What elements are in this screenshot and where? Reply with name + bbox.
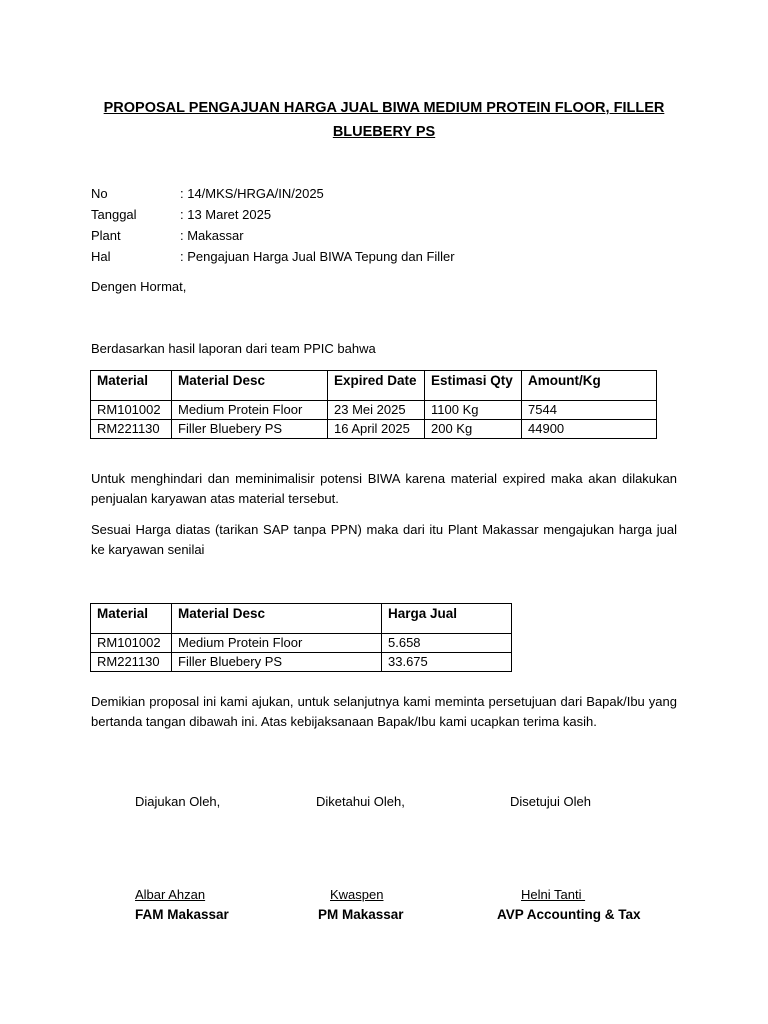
document-title (90, 96, 678, 144)
table-cell: 44900 (522, 420, 657, 439)
signature-label-diajukan: Diajukan Oleh, (135, 794, 221, 809)
title-line-2: BLUEBERY PS (332, 124, 436, 140)
table-cell: Filler Bluebery PS (172, 653, 382, 672)
expiry-table (90, 370, 657, 439)
meta-key: No (91, 186, 108, 201)
table-header-cell: Estimasi Qty (425, 371, 522, 401)
signer-role-pm: PM Makassar (318, 907, 404, 922)
meta-value: : 14/MKS/HRGA/IN/2025 (180, 186, 324, 201)
greeting: Dengen Hormat, (91, 279, 187, 294)
paragraph-harga: Sesuai Harga diatas (tarikan SAP tanpa PPN) maka dari itu Plant Makassar mengajukan harga jual ke karyawan senilai (91, 522, 677, 557)
table-header-row (91, 604, 512, 634)
meta-key: Hal (91, 249, 111, 264)
signer-role-fam: FAM Makassar (135, 907, 229, 922)
table-row (91, 653, 512, 672)
paragraph-biwa: Untuk menghindari dan meminimalisir potensi BIWA karena material expired maka akan dilakukan penjualan karyawan atas material tersebut. (91, 471, 677, 506)
price-table (90, 603, 512, 672)
meta-key: Plant (91, 228, 121, 243)
table-header-cell: Material Desc (172, 371, 328, 401)
table-cell: RM101002 (91, 401, 172, 420)
meta-value: : Makassar (180, 228, 244, 243)
table-cell: 16 April 2025 (328, 420, 425, 439)
table-header-cell: Material Desc (172, 604, 382, 634)
table-cell: Filler Bluebery PS (172, 420, 328, 439)
signature-label-diketahui: Diketahui Oleh, (316, 794, 405, 809)
signature-label-disetujui: Disetujui Oleh (510, 794, 591, 809)
intro-text: Berdasarkan hasil laporan dari team PPIC bahwa (91, 341, 376, 356)
table-cell: 23 Mei 2025 (328, 401, 425, 420)
table-cell: Medium Protein Floor (172, 401, 328, 420)
signer-role-avp: AVP Accounting & Tax (497, 907, 641, 922)
table-cell: Medium Protein Floor (172, 634, 382, 653)
signer-name-albar: Albar Ahzan (135, 887, 206, 902)
table-header-cell: Amount/Kg (522, 371, 657, 401)
closing-paragraph: Demikian proposal ini kami ajukan, untuk selanjutnya kami meminta persetujuan dari Bapak/Ibu yang bertanda tangan dibawah ini. Atas kebijaksanaan Bapak/Ibu kami ucapkan terima kasih. (91, 694, 677, 729)
table-cell: 7544 (522, 401, 657, 420)
meta-key: Tanggal (91, 207, 137, 222)
table-cell: RM101002 (91, 634, 172, 653)
signer-name-helni: Helni Tanti (521, 887, 586, 902)
table-cell: 200 Kg (425, 420, 522, 439)
table-header-cell: Expired Date (328, 371, 425, 401)
table-header-row (91, 371, 657, 401)
table-cell: RM221130 (91, 420, 172, 439)
table-row (91, 401, 657, 420)
table-header-cell: Harga Jual (382, 604, 512, 634)
meta-value: : Pengajuan Harga Jual BIWA Tepung dan Filler (180, 249, 455, 264)
table-header-cell: Material (91, 604, 172, 634)
table-row (91, 634, 512, 653)
signer-name-kwaspen: Kwaspen (330, 887, 384, 902)
table-cell: 33.675 (382, 653, 512, 672)
table-cell: RM221130 (91, 653, 172, 672)
table-cell: 5.658 (382, 634, 512, 653)
table-header-cell: Material (91, 371, 172, 401)
meta-value: : 13 Maret 2025 (180, 207, 272, 222)
table-row (91, 420, 657, 439)
table-cell: 1100 Kg (425, 401, 522, 420)
title-line-1: PROPOSAL PENGAJUAN HARGA JUAL BIWA MEDIUM PROTEIN FLOOR, FILLER (103, 100, 665, 116)
